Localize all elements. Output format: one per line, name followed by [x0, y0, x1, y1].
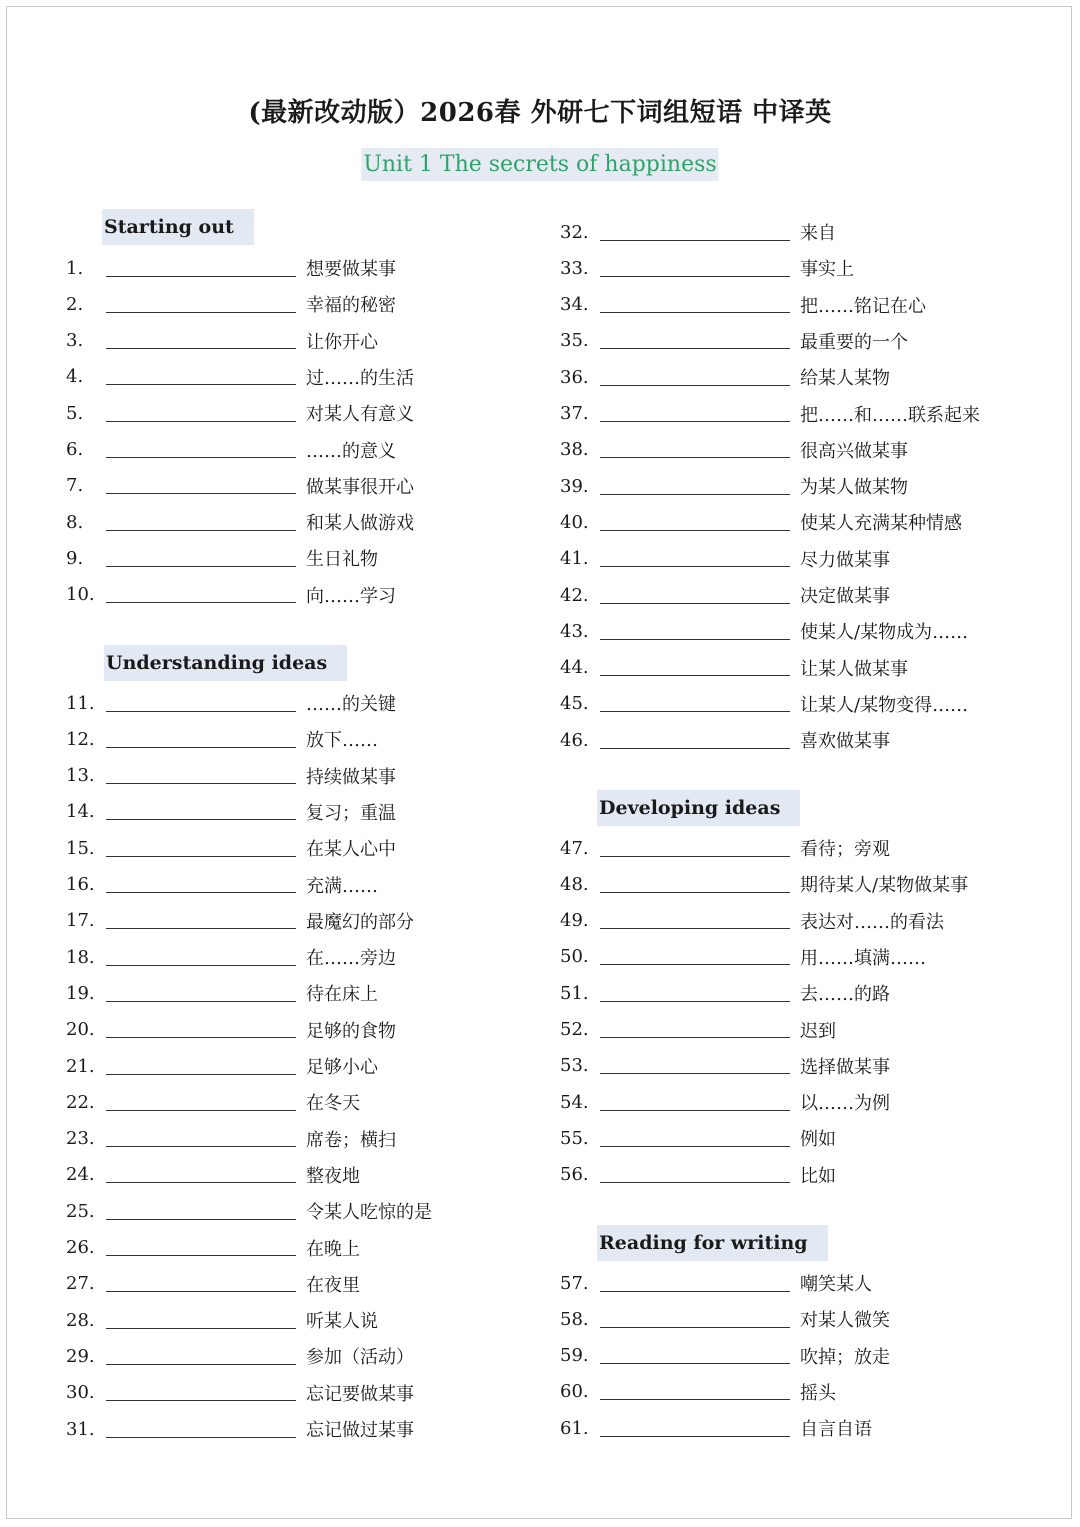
exercise-item — [560, 326, 908, 356]
item-number: 47. — [560, 837, 589, 859]
chinese-phrase: 在夜里 — [306, 1274, 360, 1296]
chinese-phrase: 最魔幻的部分 — [306, 911, 414, 933]
chinese-phrase: 给某人某物 — [800, 368, 890, 390]
item-number: 38. — [560, 439, 589, 461]
item-number: 29. — [66, 1345, 95, 1367]
exercise-item — [560, 725, 890, 755]
chinese-phrase: 尽力做某事 — [800, 549, 890, 571]
item-number: 58. — [560, 1308, 589, 1330]
answer-blank[interactable] — [600, 748, 790, 749]
answer-blank[interactable] — [600, 892, 790, 893]
item-number: 27. — [66, 1273, 95, 1295]
item-number: 23. — [66, 1128, 95, 1150]
answer-blank[interactable] — [600, 1363, 790, 1364]
item-number: 49. — [560, 910, 589, 932]
chinese-phrase: 吹掉；放走 — [800, 1346, 890, 1368]
chinese-phrase: 在某人心中 — [306, 839, 396, 861]
exercise-item — [66, 471, 414, 501]
item-number: 33. — [560, 257, 589, 279]
exercise-item — [66, 1196, 432, 1226]
chinese-phrase: 对某人有意义 — [306, 404, 414, 426]
exercise-item — [560, 906, 944, 936]
answer-blank[interactable] — [106, 348, 296, 349]
item-number: 9. — [66, 547, 84, 569]
answer-blank[interactable] — [106, 1182, 296, 1183]
item-number: 35. — [560, 330, 589, 352]
chinese-phrase: 迟到 — [800, 1020, 836, 1042]
exercise-item — [66, 797, 396, 827]
item-number: 25. — [66, 1200, 95, 1222]
chinese-phrase: 足够小心 — [306, 1057, 378, 1078]
item-number: 44. — [560, 657, 589, 679]
item-number: 24. — [66, 1164, 95, 1186]
answer-blank[interactable] — [600, 1073, 790, 1074]
item-number: 22. — [66, 1091, 95, 1113]
item-number: 55. — [560, 1127, 589, 1149]
exercise-item — [560, 471, 908, 501]
exercise-item — [66, 289, 396, 319]
answer-blank[interactable] — [600, 1001, 790, 1002]
item-number: 13. — [66, 765, 95, 787]
exercise-item — [560, 1015, 836, 1045]
item-number: 41. — [560, 548, 589, 570]
answer-blank[interactable] — [600, 530, 790, 531]
chinese-phrase: 在晚上 — [306, 1238, 360, 1260]
answer-blank[interactable] — [600, 566, 790, 567]
answer-blank[interactable] — [106, 856, 296, 857]
item-number: 30. — [66, 1382, 95, 1404]
item-number: 57. — [560, 1272, 589, 1294]
item-number: 26. — [66, 1237, 95, 1258]
answer-blank[interactable] — [600, 1291, 790, 1292]
answer-blank[interactable] — [600, 312, 790, 313]
exercise-item — [560, 1413, 872, 1443]
item-number: 40. — [560, 511, 589, 533]
exercise-item — [66, 1414, 414, 1444]
item-number: 42. — [560, 584, 589, 606]
exercise-item — [66, 1269, 360, 1299]
item-number: 6. — [66, 439, 84, 460]
exercise-item — [560, 942, 926, 972]
item-number: 2. — [66, 293, 84, 315]
chinese-phrase: 忘记做过某事 — [306, 1420, 414, 1441]
answer-blank[interactable] — [600, 1327, 790, 1328]
exercise-item — [66, 435, 396, 465]
chinese-phrase: 对某人微笑 — [800, 1310, 890, 1332]
answer-blank[interactable] — [106, 602, 296, 603]
chinese-phrase: 听某人说 — [306, 1311, 378, 1333]
item-number: 54. — [560, 1091, 589, 1113]
item-number: 61. — [560, 1417, 589, 1439]
answer-blank[interactable] — [600, 675, 790, 676]
answer-blank[interactable] — [600, 457, 790, 458]
answer-blank[interactable] — [106, 1146, 296, 1147]
exercise-item — [560, 1341, 890, 1371]
item-number: 39. — [560, 475, 589, 497]
exercise-item — [560, 616, 968, 646]
exercise-item — [560, 399, 980, 429]
chinese-phrase: 比如 — [800, 1165, 836, 1187]
exercise-item — [66, 688, 396, 718]
exercise-item — [66, 580, 396, 610]
answer-blank[interactable] — [106, 1074, 296, 1075]
exercise-item — [560, 978, 890, 1008]
exercise-item — [66, 1051, 378, 1081]
chinese-phrase: 过……的生活 — [306, 367, 414, 389]
chinese-phrase: 在……旁边 — [306, 948, 396, 970]
item-number: 50. — [560, 946, 589, 968]
chinese-phrase: 用……填满…… — [800, 947, 926, 969]
exercise-item — [560, 653, 908, 683]
exercise-item — [66, 1233, 360, 1263]
exercise-item — [66, 398, 414, 428]
item-number: 10. — [66, 584, 95, 606]
chinese-phrase: 来自 — [800, 223, 836, 244]
answer-blank[interactable] — [106, 928, 296, 929]
exercise-item — [66, 253, 396, 283]
exercise-item — [560, 1087, 890, 1117]
item-number: 11. — [66, 692, 95, 714]
answer-blank[interactable] — [106, 566, 296, 567]
chinese-phrase: 向……学习 — [306, 585, 396, 607]
chinese-phrase: 想要做某事 — [306, 259, 396, 280]
item-number: 16. — [66, 874, 95, 895]
section-starting-out: Starting out — [102, 209, 254, 245]
chinese-phrase: 决定做某事 — [800, 586, 890, 607]
answer-blank[interactable] — [600, 494, 790, 495]
answer-blank[interactable] — [106, 493, 296, 494]
section-developing-ideas: Developing ideas — [597, 790, 800, 826]
item-number: 28. — [66, 1309, 95, 1331]
exercise-item — [560, 217, 836, 247]
exercise-item — [560, 833, 890, 863]
item-number: 51. — [560, 982, 589, 1004]
exercise-item — [560, 544, 890, 574]
chinese-phrase: 去……的路 — [800, 984, 890, 1006]
answer-blank[interactable] — [106, 384, 296, 385]
exercise-item — [66, 1378, 414, 1408]
answer-blank[interactable] — [600, 639, 790, 640]
exercise-item — [560, 362, 890, 392]
chinese-phrase: 最重要的一个 — [800, 331, 908, 353]
chinese-phrase: 让你开心 — [306, 331, 378, 353]
chinese-phrase: 整夜地 — [306, 1165, 360, 1187]
answer-blank[interactable] — [106, 1255, 296, 1256]
exercise-item — [66, 543, 378, 573]
answer-blank[interactable] — [106, 1291, 296, 1292]
chinese-phrase: 选择做某事 — [800, 1056, 890, 1078]
answer-blank[interactable] — [600, 711, 790, 712]
item-number: 1. — [66, 257, 84, 279]
chinese-phrase: 例如 — [800, 1129, 836, 1151]
exercise-item — [66, 906, 414, 936]
answer-blank[interactable] — [106, 1328, 296, 1329]
exercise-item — [66, 1160, 360, 1190]
unit-heading: Unit 1 The secrets of happiness — [361, 148, 718, 181]
answer-blank[interactable] — [106, 1001, 296, 1002]
exercise-item — [560, 1377, 836, 1407]
chinese-phrase: 和某人做游戏 — [306, 513, 414, 535]
exercise-item — [560, 1268, 872, 1298]
answer-blank[interactable] — [600, 1436, 790, 1437]
answer-blank[interactable] — [600, 856, 790, 857]
chinese-phrase: 复习；重温 — [306, 802, 396, 824]
chinese-phrase: 很高兴做某事 — [800, 440, 908, 462]
chinese-phrase: 看待；旁观 — [800, 839, 890, 860]
exercise-item — [66, 870, 378, 900]
answer-blank[interactable] — [600, 1037, 790, 1038]
exercise-item — [66, 833, 396, 863]
chinese-phrase: 参加（活动） — [306, 1347, 414, 1369]
item-number: 12. — [66, 728, 95, 750]
chinese-phrase: 令某人吃惊的是 — [306, 1202, 432, 1224]
exercise-item — [66, 724, 378, 754]
exercise-item — [560, 869, 968, 899]
exercise-item — [560, 290, 926, 320]
chinese-phrase: 持续做某事 — [306, 766, 396, 788]
answer-blank[interactable] — [106, 1400, 296, 1401]
chinese-phrase: 为某人做某物 — [800, 477, 908, 499]
item-number: 14. — [66, 801, 95, 823]
answer-blank[interactable] — [600, 1182, 790, 1183]
answer-blank[interactable] — [600, 1110, 790, 1111]
answer-blank[interactable] — [106, 1110, 296, 1111]
exercise-item — [560, 580, 890, 610]
answer-blank[interactable] — [106, 276, 296, 277]
answer-blank[interactable] — [106, 819, 296, 820]
answer-blank[interactable] — [106, 1364, 296, 1365]
answer-blank[interactable] — [600, 240, 790, 241]
answer-blank[interactable] — [106, 421, 296, 422]
chinese-phrase: 自言自语 — [800, 1419, 872, 1441]
exercise-item — [66, 362, 414, 392]
item-number: 48. — [560, 873, 589, 895]
chinese-phrase: 嘲笑某人 — [800, 1274, 872, 1295]
chinese-phrase: 摇头 — [800, 1382, 836, 1404]
answer-blank[interactable] — [600, 603, 790, 604]
item-number: 20. — [66, 1019, 95, 1041]
chinese-phrase: 让某人做某事 — [800, 658, 908, 680]
item-number: 18. — [66, 946, 95, 968]
exercise-item — [66, 507, 414, 537]
item-number: 19. — [66, 982, 95, 1004]
answer-blank[interactable] — [106, 747, 296, 748]
chinese-phrase: 待在床上 — [306, 984, 378, 1006]
item-number: 4. — [66, 366, 84, 388]
item-number: 60. — [560, 1381, 589, 1403]
exercise-item — [66, 326, 378, 356]
exercise-item — [66, 1305, 378, 1335]
chinese-phrase: 表达对……的看法 — [800, 911, 944, 933]
exercise-item — [560, 253, 854, 283]
chinese-phrase: 以……为例 — [800, 1093, 890, 1115]
exercise-item — [66, 1015, 396, 1045]
item-number: 31. — [66, 1418, 95, 1440]
item-number: 5. — [66, 402, 84, 424]
answer-blank[interactable] — [106, 892, 296, 893]
answer-blank[interactable] — [600, 385, 790, 386]
page-title: (最新改动版）2026春 外研七下词组短语 中译英 — [248, 98, 832, 128]
chinese-phrase: 足够的食物 — [306, 1020, 396, 1042]
answer-blank[interactable] — [106, 530, 296, 531]
exercise-item — [66, 1087, 360, 1117]
exercise-item — [66, 942, 396, 972]
chinese-phrase: 放下…… — [306, 730, 378, 752]
item-number: 3. — [66, 330, 84, 352]
chinese-phrase: 把……和……联系起来 — [800, 404, 980, 426]
item-number: 7. — [66, 475, 84, 497]
chinese-phrase: ……的意义 — [306, 440, 396, 462]
section-understanding-ideas: Understanding ideas — [104, 645, 347, 681]
item-number: 32. — [560, 221, 589, 243]
exercise-item — [66, 761, 396, 791]
chinese-phrase: ……的关键 — [306, 694, 396, 715]
answer-blank[interactable] — [106, 1037, 296, 1038]
item-number: 43. — [560, 620, 589, 642]
exercise-item — [560, 1051, 890, 1081]
answer-blank[interactable] — [106, 783, 296, 784]
chinese-phrase: 席卷；横扫 — [306, 1129, 396, 1151]
item-number: 46. — [560, 729, 589, 751]
chinese-phrase: 期待某人/某物做某事 — [800, 875, 969, 897]
answer-blank[interactable] — [106, 312, 296, 313]
chinese-phrase: 使某人充满某种情感 — [800, 513, 962, 535]
item-number: 15. — [66, 837, 95, 859]
chinese-phrase: 把……铭记在心 — [800, 295, 926, 317]
item-number: 36. — [560, 366, 589, 388]
answer-blank[interactable] — [600, 1146, 790, 1147]
item-number: 17. — [66, 910, 95, 932]
answer-blank[interactable] — [106, 457, 296, 458]
chinese-phrase: 充满…… — [306, 875, 378, 897]
answer-blank[interactable] — [600, 276, 790, 277]
answer-blank[interactable] — [106, 965, 296, 966]
chinese-phrase: 忘记要做某事 — [306, 1383, 414, 1405]
item-number: 21. — [66, 1055, 95, 1077]
answer-blank[interactable] — [600, 964, 790, 965]
exercise-item — [66, 1124, 396, 1154]
answer-blank[interactable] — [600, 421, 790, 422]
section-reading-for-writing: Reading for writing — [597, 1225, 828, 1261]
chinese-phrase: 生日礼物 — [306, 549, 378, 571]
exercise-item — [560, 1304, 890, 1334]
item-number: 56. — [560, 1164, 589, 1186]
chinese-phrase: 幸福的秘密 — [306, 295, 396, 317]
answer-blank[interactable] — [106, 1437, 296, 1438]
chinese-phrase: 在冬天 — [306, 1093, 360, 1115]
chinese-phrase: 使某人/某物成为…… — [800, 622, 969, 644]
answer-blank[interactable] — [600, 928, 790, 929]
answer-blank[interactable] — [106, 1219, 296, 1220]
exercise-item — [560, 435, 908, 465]
item-number: 52. — [560, 1019, 589, 1040]
chinese-phrase: 做某事很开心 — [306, 476, 414, 498]
answer-blank[interactable] — [106, 711, 296, 712]
exercise-item — [560, 507, 962, 537]
answer-blank[interactable] — [600, 348, 790, 349]
exercise-item — [560, 1160, 836, 1190]
item-number: 8. — [66, 511, 84, 533]
item-number: 34. — [560, 294, 589, 316]
item-number: 53. — [560, 1055, 589, 1077]
answer-blank[interactable] — [600, 1399, 790, 1400]
item-number: 59. — [560, 1345, 589, 1367]
exercise-item — [560, 689, 968, 719]
chinese-phrase: 喜欢做某事 — [800, 731, 890, 753]
exercise-item — [66, 1341, 414, 1371]
chinese-phrase: 让某人/某物变得…… — [800, 694, 969, 716]
chinese-phrase: 事实上 — [800, 259, 854, 281]
item-number: 37. — [560, 403, 589, 424]
exercise-item — [66, 978, 378, 1008]
item-number: 45. — [560, 693, 589, 715]
exercise-item — [560, 1123, 836, 1153]
